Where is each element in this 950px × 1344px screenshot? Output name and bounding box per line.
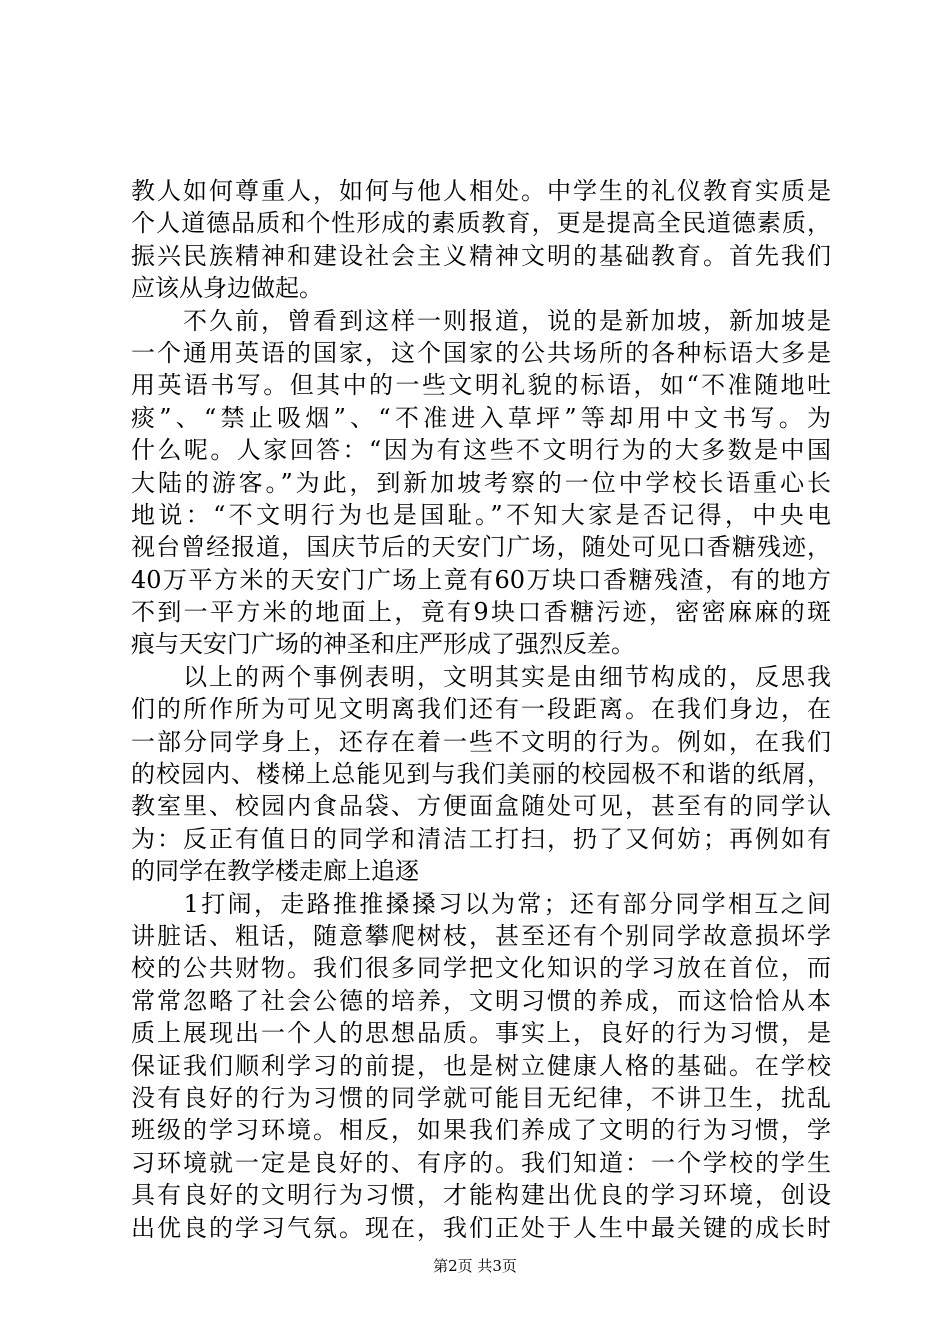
text-line: 40万平方米的天安门广场上竟有60万块口香糖残渣，有的地方 — [131, 565, 831, 594]
text-line: 不久前，曾看到这样一则报道，说的是新加坡，新加坡是 — [131, 306, 831, 335]
text-line: 以上的两个事例表明，文明其实是由细节构成的，反思我 — [131, 662, 831, 691]
text-line: 们的所作所为可见文明离我们还有一段距离。在我们身边，在 — [131, 695, 831, 724]
text-line: 的同学在教学楼走廊上追逐 — [131, 857, 419, 886]
text-line: 为：反正有值日的同学和清洁工打扫，扔了又何妨；再例如有 — [131, 824, 831, 853]
text-line: 痰”、“禁止吸烟”、“不准进入草坪”等却用中文书写。为 — [131, 403, 831, 432]
text-line: 出优良的学习气氛。现在，我们正处于人生中最关键的成长时 — [131, 1213, 831, 1242]
text-line: 视台曾经报道，国庆节后的天安门广场，随处可见口香糖残迹， — [131, 533, 831, 562]
text-line: 用英语书写。但其中的一些文明礼貌的标语，如“不准随地吐 — [131, 371, 831, 400]
text-line: 班级的学习环境。相反，如果我们养成了文明的行为习惯，学 — [131, 1116, 831, 1145]
text-line: 痕与天安门广场的神圣和庄严形成了强烈反差。 — [131, 630, 635, 659]
text-line: 1打闹，走路推推搡搡习以为常；还有部分同学相互之间 — [131, 889, 831, 918]
page-number-footer: 第2页 共3页 — [433, 1257, 517, 1275]
text-line: 常常忽略了社会公德的培养，文明习惯的养成，而这恰恰从本 — [131, 986, 831, 1015]
text-line: 教室里、校园内食品袋、方便面盒随处可见，甚至有的同学认 — [131, 792, 831, 821]
paragraph-4 — [131, 888, 831, 1244]
text-line: 校的公共财物。我们很多同学把文化知识的学习放在首位，而 — [131, 954, 831, 983]
paragraph-2 — [131, 305, 831, 661]
text-line: 教人如何尊重人，如何与他人相处。中学生的礼仪教育实质是 — [131, 177, 831, 205]
text-line: 保证我们顺利学习的前提，也是树立健康人格的基础。在学校 — [131, 1051, 831, 1080]
text-line: 没有良好的行为习惯的同学就可能目无纪律，不讲卫生，扰乱 — [131, 1083, 831, 1112]
paragraph-3 — [131, 661, 831, 888]
text-line: 的校园内、楼梯上总能见到与我们美丽的校园极不和谐的纸屑， — [131, 760, 831, 789]
paragraph-1 — [131, 175, 831, 305]
text-line: 大陆的游客。”为此，到新加坡考察的一位中学校长语重心长 — [131, 468, 831, 497]
text-line: 振兴民族精神和建设社会主义精神文明的基础教育。首先我们 — [131, 241, 831, 270]
text-line: 一部分同学身上，还存在着一些不文明的行为。例如，在我们 — [131, 727, 831, 756]
text-line: 习环境就一定是良好的、有序的。我们知道：一个学校的学生 — [131, 1148, 831, 1177]
body-text — [131, 175, 831, 1244]
text-line: 质上展现出一个人的思想品质。事实上，良好的行为习惯，是 — [131, 1019, 831, 1048]
text-line: 不到一平方米的地面上，竟有9块口香糖污迹，密密麻麻的斑 — [131, 598, 831, 627]
text-line: 个人道德品质和个性形成的素质教育，更是提高全民道德素质， — [131, 209, 831, 238]
text-line: 讲脏话、粗话，随意攀爬树枝，甚至还有个别同学故意损坏学 — [131, 921, 831, 950]
text-line: 什么呢。人家回答：“因为有这些不文明行为的大多数是中国 — [131, 436, 831, 465]
text-line: 应该从身边做起。 — [131, 274, 323, 303]
text-line: 一个通用英语的国家，这个国家的公共场所的各种标语大多是 — [131, 338, 831, 367]
text-line: 具有良好的文明行为习惯，才能构建出优良的学习环境，创设 — [131, 1181, 831, 1210]
text-line: 地说：“不文明行为也是国耻。”不知大家是否记得，中央电 — [131, 500, 831, 529]
